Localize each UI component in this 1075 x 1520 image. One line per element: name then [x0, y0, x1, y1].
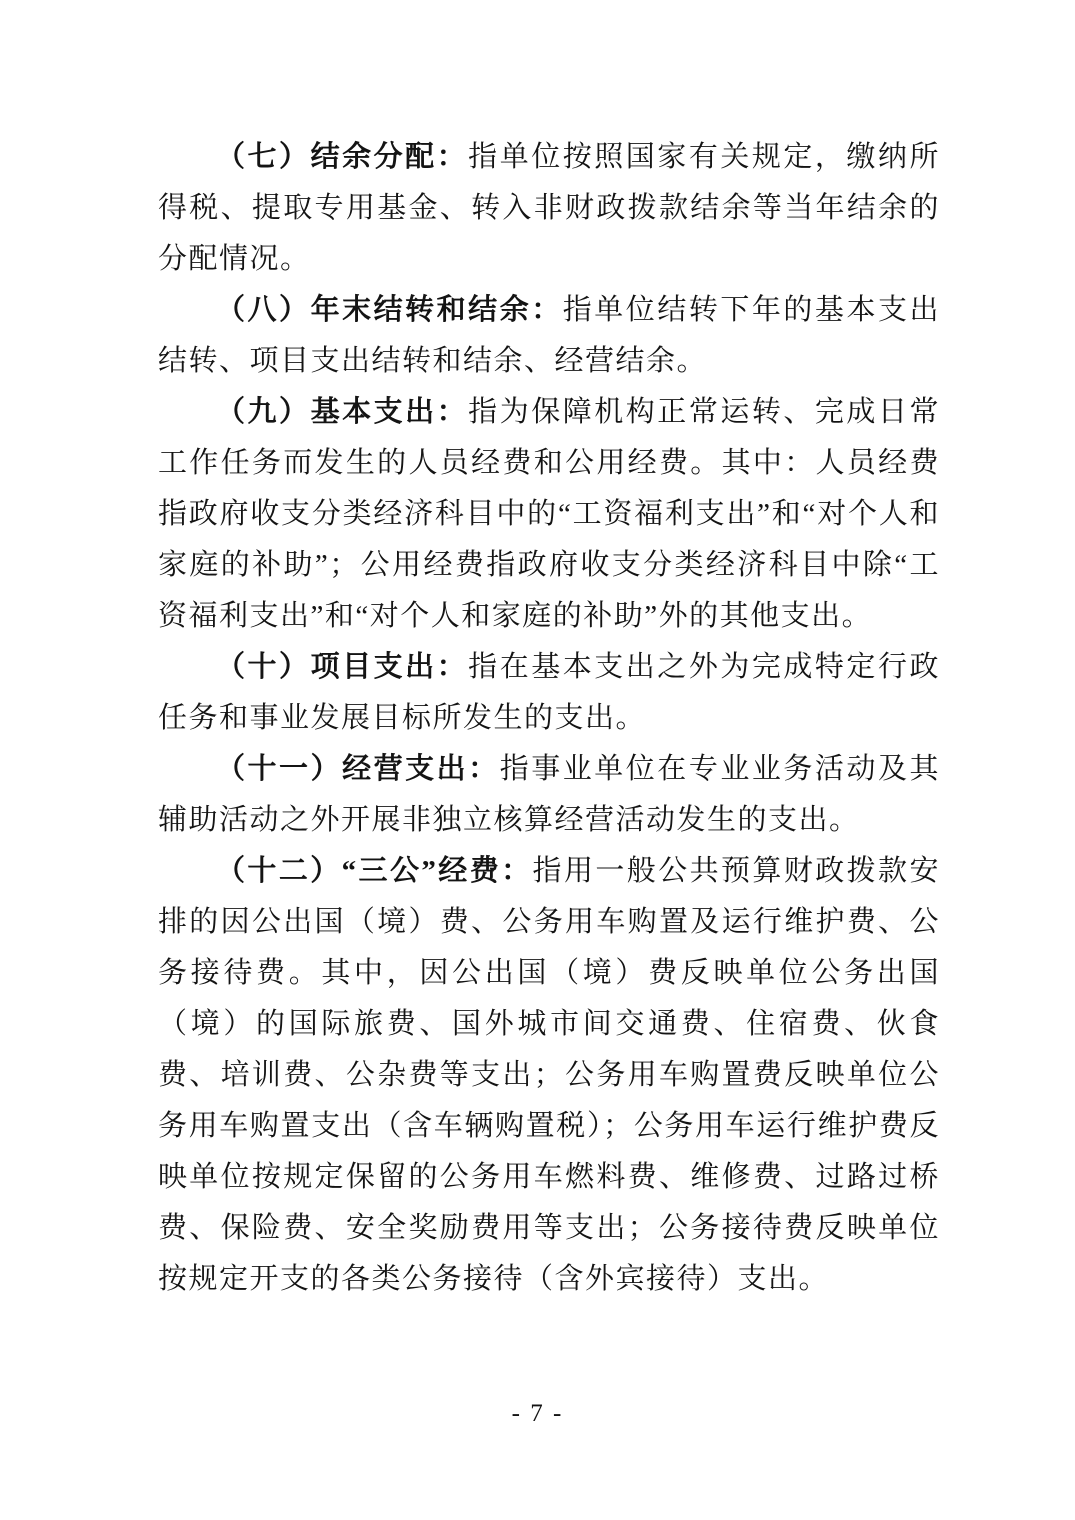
paragraph-body: 指事业单位在专业业务活动及其辅助活动之外开展非独立核算经营活动发生的支出。	[158, 753, 940, 836]
paragraph-term: （十）项目支出：	[216, 651, 469, 683]
paragraph-item-8	[158, 285, 940, 387]
paragraph-term: （十二）“三公”经费：	[216, 855, 533, 887]
paragraph-body: 指用一般公共预算财政拨款安排的因公出国（境）费、公务用车购置及运行维护费、公务接待费。其中，因公出国（境）费反映单位公务出国（境）的国际旅费、国外城市间交通费、住宿费、伙食费、培训费、公杂费等支出；公务用车购置费反映单位公务用车购置支出（含车辆购置税）；公务用车运行维护费反映单位按规定保留的公务用车燃料费、维修费、过路过桥费、保险费、安全奖励费用等支出；公务接待费反映单位按规定开支的各类公务接待（含外宾接待）支出。	[158, 855, 940, 1295]
paragraph-item-11	[158, 744, 940, 846]
paragraph-term: （九）基本支出：	[216, 396, 469, 428]
document-body	[158, 132, 940, 1305]
paragraph-body: 指单位按照国家有关规定，缴纳所得税、提取专用基金、转入非财政拨款结余等当年结余的分配情况。	[158, 141, 940, 275]
paragraph-item-10	[158, 642, 940, 744]
paragraph-term: （十一）经营支出：	[216, 753, 500, 785]
paragraph-body: 指单位结转下年的基本支出结转、项目支出结转和结余、经营结余。	[158, 294, 940, 377]
paragraph-body: 指在基本支出之外为完成特定行政任务和事业发展目标所发生的支出。	[158, 651, 940, 734]
paragraph-term: （八）年末结转和结余：	[216, 294, 563, 326]
paragraph-item-7	[158, 132, 940, 285]
paragraph-body: 指为保障机构正常运转、完成日常工作任务而发生的人员经费和公用经费。其中：人员经费指政府收支分类经济科目中的“工资福利支出”和“对个人和家庭的补助”；公用经费指政府收支分类经济科目中除“工资福利支出”和“对个人和家庭的补助”外的其他支出。	[158, 396, 940, 632]
paragraph-item-9	[158, 387, 940, 642]
paragraph-item-12	[158, 846, 940, 1305]
paragraph-term: （七）结余分配：	[216, 141, 469, 173]
page-number: - 7 -	[511, 1400, 564, 1427]
